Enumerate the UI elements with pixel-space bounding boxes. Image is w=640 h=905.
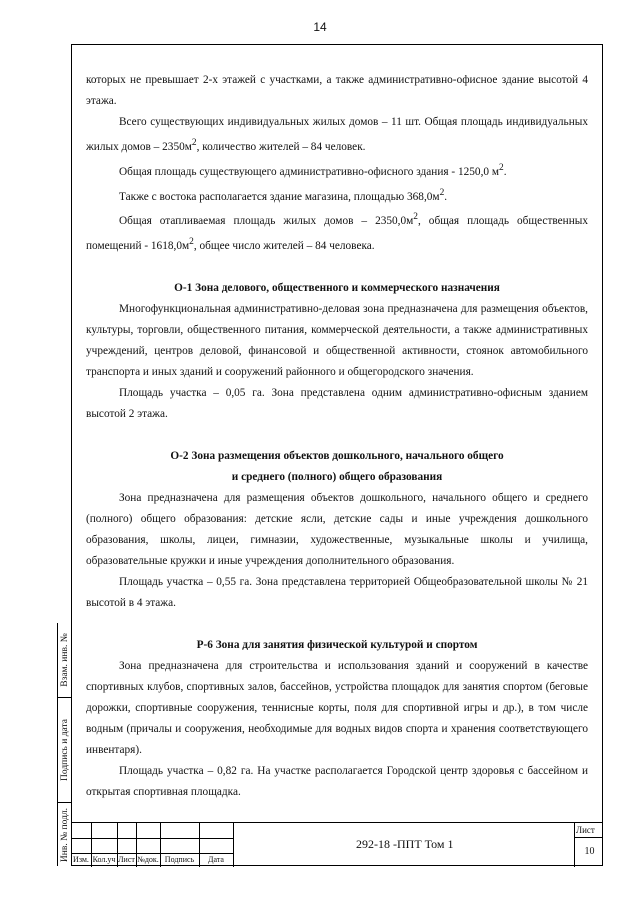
sidebar-cell-signature-date: Подпись и дата [57,698,71,803]
sheet-label: Лист [576,825,595,835]
sidebar-cell-original-inv: Инв. № подл. [57,803,71,866]
section-title-o2-line1: О-2 Зона размещения объектов дошкольного, начального общего [170,449,504,462]
document-body [86,70,588,803]
sheet-number: 10 [584,846,595,857]
stamp-header-izm: Изм. [73,855,89,864]
page-number: 14 [313,20,327,34]
title-block [71,822,603,867]
stamp-header-date: Дата [208,855,224,864]
section-text-r6: Зона предназначена для строительства и использования зданий и сооружений в качестве спортивных клубов, спортивных залов, бассейнов, устройства площадок для занятия спортом (беговые дорожки, спортивные сооружения, теннисные корты, поля для спортивной игры и др.), в том числе водным (причалы и сооружения, необходимые для водных видов спорта и хранения соответствующего инвентаря). [86,659,588,756]
stamp-header-doc: №док. [137,855,159,864]
stamp-header-list: Лист [118,855,135,864]
section-title-o2-line2: и среднего (полного) общего образования [231,470,443,483]
section-text-o1: Многофункциональная административно-деловая зона предназначена для размещения объектов, культуры, торговли, общественного питания, коммерческой деятельности, а также административных учреждений, центров деловой, финансовой и общественной активности, стоянок автомобильного транспорта и иных зданий и сооружений районного и общегородского значения. [86,302,588,378]
section-area-r6: Площадь участка – 0,82 га. На участке располагается Городской центр здоровья с бассейном и открытая спортивная площадка. [86,764,588,798]
section-title-r6: Р-6 Зона для занятия физической культурой и спортом [196,638,478,651]
stamp-header-signature: Подпись [164,855,195,864]
sidebar-cell-replace-inv: Взам. инв. № [57,623,71,698]
section-area-o2: Площадь участка – 0,55 га. Зона представлена территорией Общеобразовательной школы № 21 высотой в 4 этажа. [86,575,588,609]
paragraph-heated-area: Общая отапливаемая площадь жилых домов – $2350,0м^2$, общая площадь общественных помещений - $1618,0м^2$, общее число жителей – 84 человека. [86,212,588,252]
document-code: 292-18 -ППТ Том 1 [356,837,454,851]
section-area-o1: Площадь участка – 0,05 га. Зона представлена одним административно-офисным зданием высотой 2 этажа. [86,386,588,420]
stamp-header-kol: Кол.уч [92,855,116,864]
paragraph-continuation: которых не превышает 2-х этажей с участками, а также административно-офисное здание высотой 4 этажа. [86,74,588,107]
paragraph-houses: Всего существующих индивидуальных жилых домов – 11 шт. Общая площадь индивидуальных жилых домов – $2350м^2$, количество жителей – 84 человек. [86,116,588,153]
section-title-o1: О-1 Зона делового, общественного и коммерческого назначения [174,281,500,294]
paragraph-shop: Также с востока располагается здание магазина, площадью $368,0м^2$. [119,187,448,203]
section-text-o2: Зона предназначена для размещения объектов дошкольного, начального общего и среднего (полного) общего образования: детские ясли, детские сады и иные учреждения дошкольного образования, школы, лицеи, гимназии, художественные, музыкальные школы и училища, образовательные кружки и иные учреждения дополнительного образования. [86,491,588,567]
paragraph-office-area: Общая площадь существующего административно-офисного здания - 1250,0 $м^2$. [119,162,507,178]
